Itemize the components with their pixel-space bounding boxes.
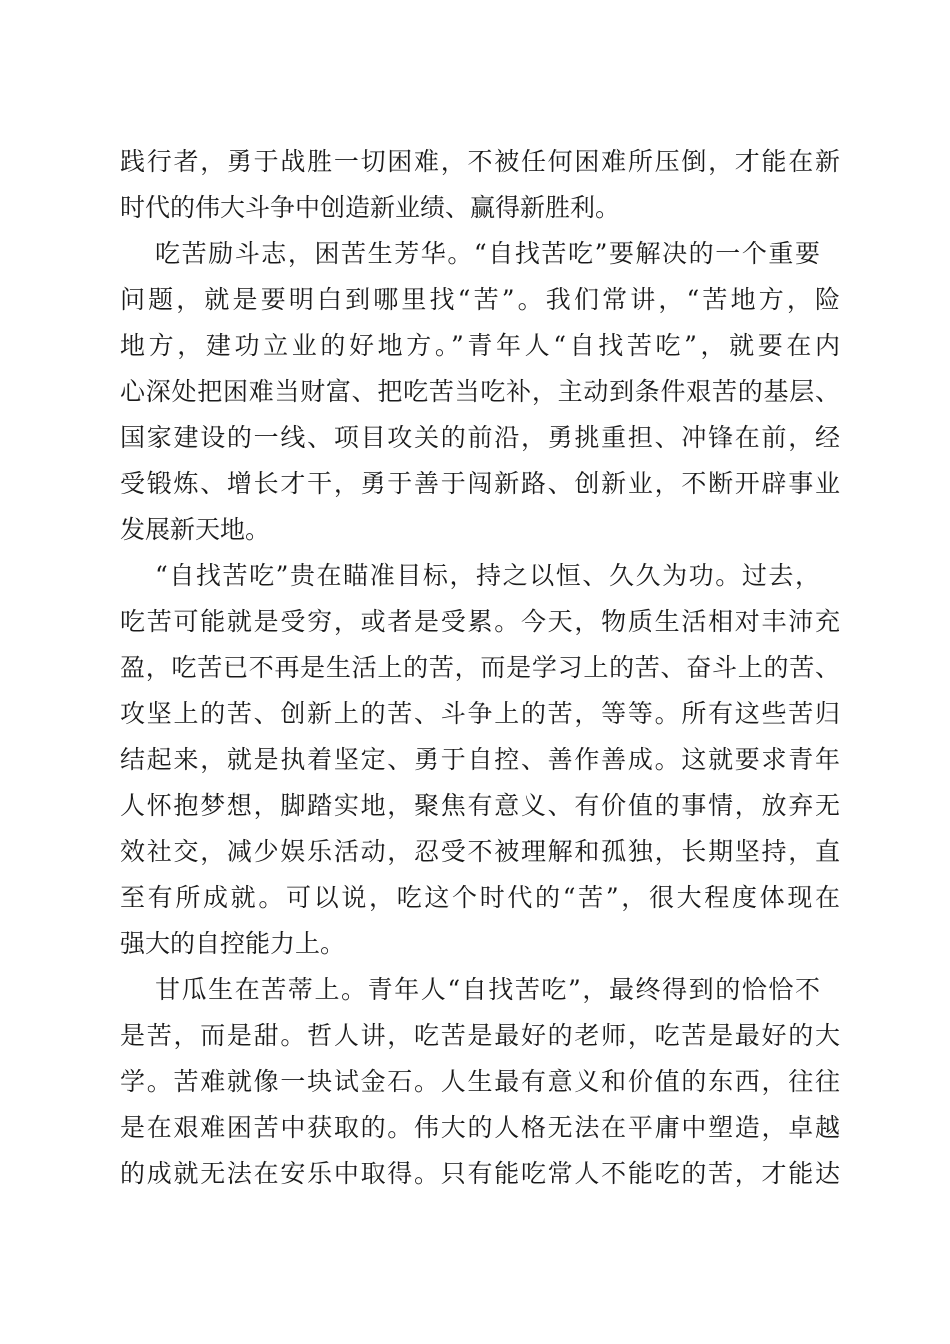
text-line: 践行者，勇于战胜一切困难，不被任何困难所压倒，才能在新 [120, 147, 840, 176]
paragraph-first-line: 甘瓜生在苦蒂上。青年人“自找苦吃”，最终得到的恰恰不 [155, 975, 820, 1004]
text-line: 攻坚上的苦、创新上的苦、斗争上的苦，等等。所有这些苦归 [120, 699, 840, 728]
text-line: 是在艰难困苦中获取的。伟大的人格无法在平庸中塑造，卓越 [120, 1113, 840, 1142]
text-line: 受锻炼、增长才干，勇于善于闯新路、创新业，不断开辟事业 [120, 469, 840, 498]
text-line: 效社交，减少娱乐活动，忍受不被理解和孤独，长期坚持，直 [120, 837, 840, 866]
text-line: 结起来，就是执着坚定、勇于自控、善作善成。这就要求青年 [120, 745, 840, 774]
text-line: 强大的自控能力上。 [120, 929, 346, 958]
text-line: 吃苦可能就是受穷，或者是受累。今天，物质生活相对丰沛充 [120, 607, 840, 636]
paragraph-first-line: “自找苦吃”贵在瞄准目标，持之以恒、久久为功。过去， [155, 561, 820, 590]
text-line: 发展新天地。 [120, 515, 271, 544]
text-line: 是苦，而是甜。哲人讲，吃苦是最好的老师，吃苦是最好的大 [120, 1021, 840, 1050]
text-line: 心深处把困难当财富、把吃苦当吃补，主动到条件艰苦的基层、 [120, 377, 840, 406]
text-line: 问题，就是要明白到哪里找“苦”。我们常讲，“苦地方，险 [120, 285, 840, 314]
text-line: 时代的伟大斗争中创造新业绩、赢得新胜利。 [120, 193, 621, 222]
text-line: 人怀抱梦想，脚踏实地，聚焦有意义、有价值的事情，放弃无 [120, 791, 840, 820]
text-line: 学。苦难就像一块试金石。人生最有意义和价值的东西，往往 [120, 1067, 840, 1096]
paragraph-first-line: 吃苦励斗志，困苦生芳华。“自找苦吃”要解决的一个重要 [155, 239, 820, 268]
text-line: 盈，吃苦已不再是生活上的苦，而是学习上的苦、奋斗上的苦、 [120, 653, 840, 682]
text-line: 国家建设的一线、项目攻关的前沿，勇挑重担、冲锋在前，经 [120, 423, 840, 452]
text-line: 至有所成就。可以说，吃这个时代的“苦”，很大程度体现在 [120, 883, 840, 912]
text-line: 地方，建功立业的好地方。”青年人“自找苦吃”，就要在内 [120, 331, 840, 360]
text-line: 的成就无法在安乐中取得。只有能吃常人不能吃的苦，才能达 [120, 1159, 840, 1188]
